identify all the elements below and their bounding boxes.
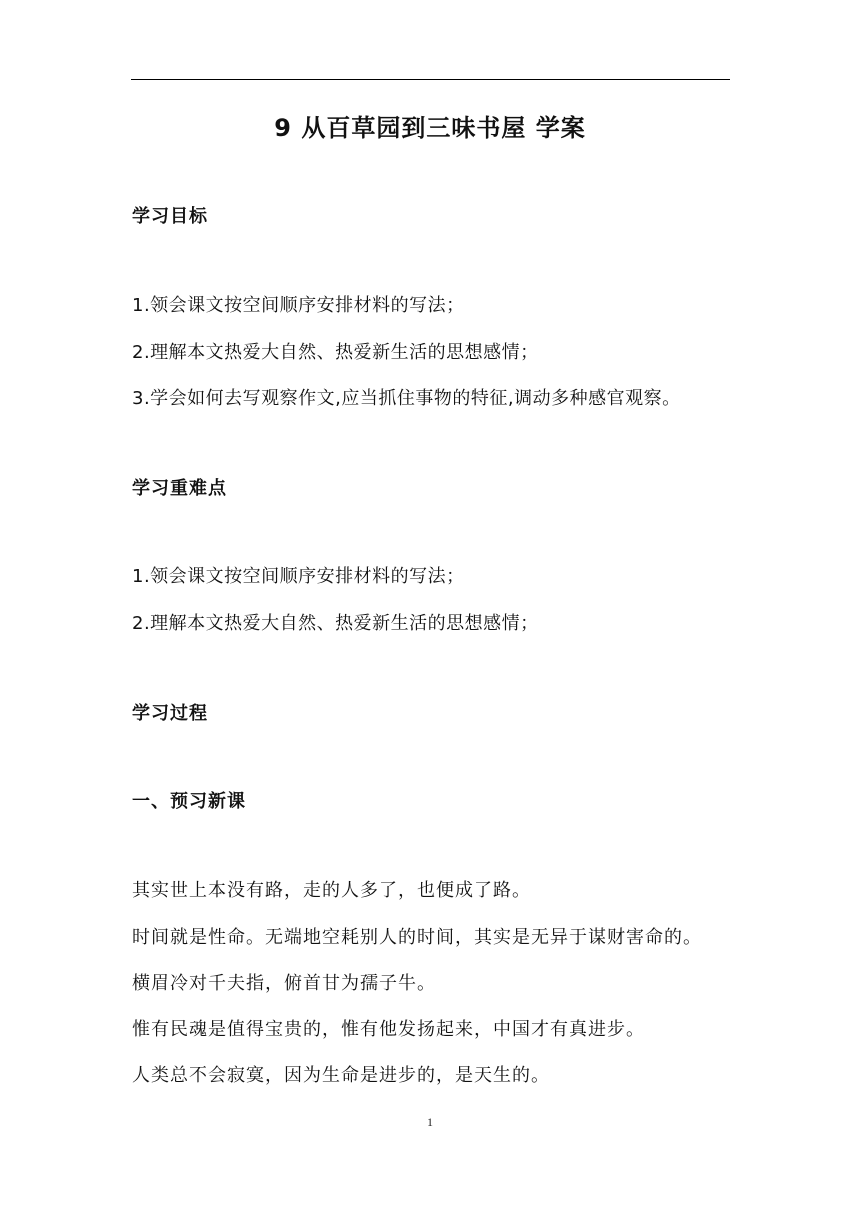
header-rule (131, 79, 730, 80)
quote-3: 横眉冷对千夫指，俯首甘为孺子牛。 (132, 973, 436, 994)
key-point-item-2: 2.理解本文热爱大自然、热爱新生活的思想感情； (132, 613, 539, 634)
key-point-item-1: 1.领会课文按空间顺序安排材料的写法； (132, 566, 465, 587)
goal-item-2: 2.理解本文热爱大自然、热爱新生活的思想感情； (132, 342, 539, 363)
page-title: 9 从百草园到三味书屋 学案 (274, 114, 586, 142)
quote-5: 人类总不会寂寞，因为生命是进步的，是天生的。 (132, 1065, 550, 1086)
quote-4: 惟有民魂是值得宝贵的，惟有他发扬起来，中国才有真进步。 (132, 1019, 645, 1040)
quote-1: 其实世上本没有路，走的人多了，也便成了路。 (132, 880, 531, 901)
process-heading: 学习过程 (132, 703, 208, 724)
goals-heading: 学习目标 (132, 206, 208, 227)
quote-2: 时间就是性命。无端地空耗别人的时间，其实是无异于谋财害命的。 (132, 927, 702, 948)
goal-item-3: 3.学会如何去写观察作文,应当抓住事物的特征,调动多种感官观察。 (132, 388, 681, 409)
goal-item-1: 1.领会课文按空间顺序安排材料的写法； (132, 295, 465, 316)
preview-heading: 一、预习新课 (132, 791, 246, 812)
page-number: 1 (427, 1115, 433, 1129)
key-points-heading: 学习重难点 (132, 478, 227, 499)
